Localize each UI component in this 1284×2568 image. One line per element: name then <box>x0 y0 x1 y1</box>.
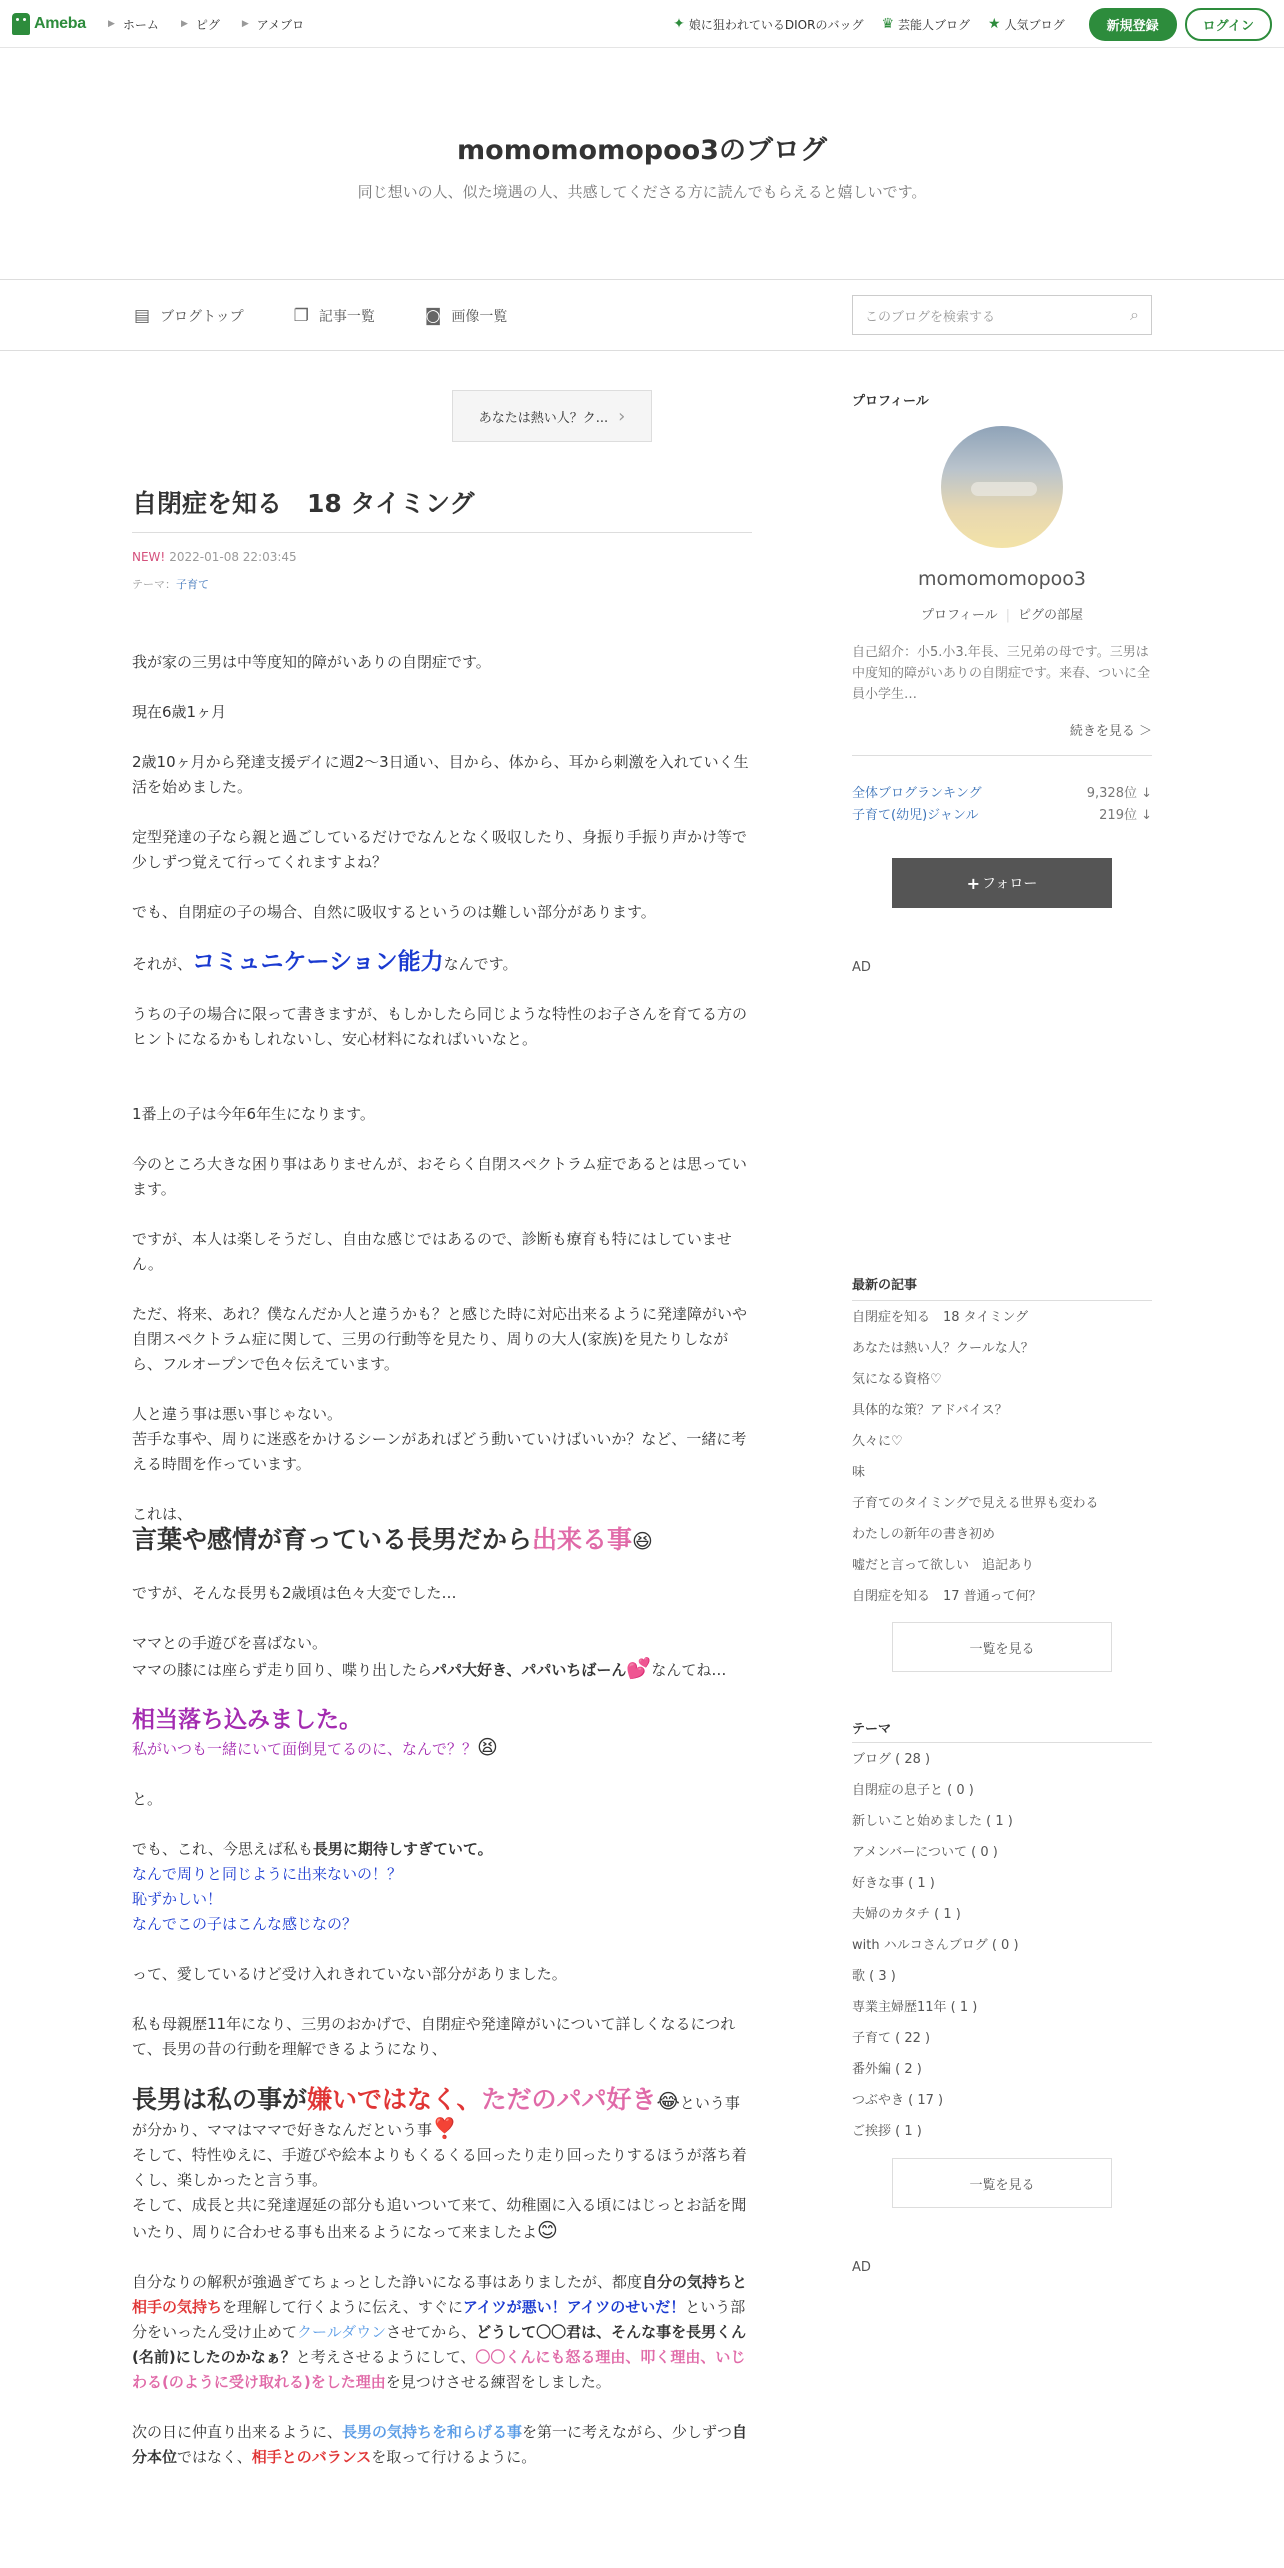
global-nav-home[interactable]: ▶ ホーム <box>108 17 159 32</box>
paragraph: 長男は私の事が嫌いではなく、ただのパパ好き😂という事が分かり、ママはママで好きなんだという事❣️ そして、特性ゆえに、手遊びや絵本よりもくるくる回ったり走り回ったりするほうが落ち着くし、楽しかったと言う事。 そして、成長と共に発達遅延の部分も追いついて来て、幼稚園に入る頃にはじっとお話を聞いたり、周りに合わせる事も出来るようになって来ましたよ😊 <box>132 2085 747 2242</box>
paragraph: 我が家の三男は中等度知的障がいありの自閉症です。 <box>132 653 491 671</box>
paragraph: 人と違う事は悪い事じゃない。 苦手な事や、周りに迷惑をかけるシーンがあればどう動いていけばいいか？など、一緒に考える時間を作っています。 <box>132 1405 747 1473</box>
blog-nav-top[interactable]: ▤ ブログトップ <box>134 306 244 326</box>
recent-item[interactable]: わたしの新年の書き初め <box>852 1527 996 1542</box>
paragraph: でも、これ、今思えば私も長男に期待しすぎていて。 なんで周りと同じように出来ないの！？ 恥ずかしい！ なんでこの子はこんな感じなの？ <box>132 1840 493 1933</box>
read-more-link[interactable]: 続きを見る ＞ <box>1069 724 1152 739</box>
global-nav-ameblo[interactable]: ▶ アメブロ <box>241 17 305 32</box>
paragraph: でも、自閉症の子の場合、自然に吸収するというのは難しい部分があります。 <box>132 903 656 921</box>
paragraph: 2歳10ヶ月から発達支援デイに週2〜3日通い、目から、体から、耳から刺激を入れていく生活を始めました。 <box>132 753 749 796</box>
theme-item[interactable]: with ハルコさんブログ ( 0 ) <box>852 1938 1019 1953</box>
search-icon[interactable]: ⌕ <box>1130 305 1139 324</box>
plus-icon: + <box>966 873 981 893</box>
prev-entry-button[interactable]: あなたは熱い人？ク... › <box>452 390 652 442</box>
theme-heading: テーマ <box>852 1722 892 1737</box>
ranking-row <box>852 804 1152 823</box>
blog-header <box>0 48 1284 280</box>
chevron-right-icon: ▶ <box>108 19 115 29</box>
divider <box>852 1300 1152 1301</box>
smile-emoji-icon: 😊 <box>537 2218 558 2242</box>
global-header-right <box>673 0 1272 48</box>
divider <box>132 532 752 533</box>
profile-links: プロフィール | ピグの部屋 <box>920 608 1084 623</box>
chevron-right-icon: ▶ <box>180 19 188 29</box>
entry-theme-link[interactable]: 子育て <box>176 578 209 591</box>
paragraph: これは、 言葉や感情が育っている長男だから出来る事😆 <box>132 1505 653 1554</box>
theme-item[interactable]: アメンバーについて ( 0 ) <box>852 1845 998 1860</box>
theme-item[interactable]: ご挨拶 ( 1 ) <box>852 2124 922 2139</box>
ranking-link[interactable]: 全体ブログランキング <box>852 786 982 801</box>
sparkle-icon: ✦ <box>673 16 685 32</box>
global-header <box>0 0 1284 48</box>
document-icon: ▤ <box>134 306 151 326</box>
recent-list <box>852 1302 1152 1612</box>
theme-item[interactable]: 新しいこと始めました ( 1 ) <box>852 1814 1013 1829</box>
theme-item[interactable]: つぶやき ( 17 ) <box>852 2093 944 2108</box>
recent-item[interactable]: あなたは熱い人？クールな人？ <box>852 1341 1034 1356</box>
profile-heading: プロフィール <box>852 394 929 409</box>
recent-item[interactable]: 自閉症を知る 18 タイミング <box>852 1310 1029 1325</box>
paragraph: 私も母親歴11年になり、三男のおかげで、自閉症や発達障がいについて詳しくなるにつれて、長男の昔の行動を理解できるようになり、 <box>132 2015 736 2058</box>
divider <box>852 755 1152 756</box>
ranking-value: 219位 ↓ <box>1099 808 1152 823</box>
grinning-emoji-icon: 😆 <box>632 1529 653 1553</box>
blog-description: 同じ想いの人、似た境遇の人、共感してくださる方に読んでもらえると嬉しいです。 <box>357 183 927 201</box>
paragraph: 次の日に仲直り出来るように、長男の気持ちを和らげる事を第一に考えながら、少しずつ自分本位ではなく、相手とのバランスを取って行けるように。 <box>132 2423 748 2466</box>
crown-icon: ♛ <box>881 16 895 32</box>
promo-link[interactable]: ✦ 娘に狙われているDIORのバッグ <box>673 16 864 32</box>
theme-item[interactable]: ブログ ( 28 ) <box>852 1752 931 1767</box>
paragraph: 現在6歳1ヶ月 <box>132 703 227 721</box>
hearts-emoji-icon: 💕 <box>626 1656 652 1680</box>
ranking-link[interactable]: 子育て(幼児)ジャンル <box>852 808 979 823</box>
recent-item[interactable]: 味 <box>852 1465 866 1480</box>
heart-exclamation-emoji-icon: ❣️ <box>432 2116 457 2140</box>
camera-icon: ◙ <box>424 306 442 326</box>
profile-bio: 自己紹介：小5.小3.年長、三兄弟の母です。三男は中度知的障がいありの自閉症です。来春、ついに全員小学生… <box>852 645 1150 702</box>
profile-link[interactable]: プロフィール <box>920 608 998 623</box>
highlight-text: コミュニケーション能力 <box>192 949 444 975</box>
chevron-right-icon: ▶ <box>241 19 249 29</box>
divider <box>852 1742 1152 1743</box>
profile-name[interactable]: momomomopoo3 <box>918 568 1086 590</box>
ad-label: AD <box>852 960 871 975</box>
paragraph: って、愛しているけど受け入れきれていない部分がありました。 <box>132 1965 567 1983</box>
pigg-room-link[interactable]: ピグの部屋 <box>1018 608 1084 623</box>
ad-label: AD <box>852 2260 871 2275</box>
entry-date: 2022-01-08 22:03:45 <box>169 550 297 564</box>
theme-item[interactable]: 子育て ( 22 ) <box>852 2031 931 2046</box>
paragraph: ただ、将来、あれ？僕なんだか人と違うかも？と感じた時に対応出来るように発達障がいや自閉スペクトラム症に関して、三男の行動等を見たり、周りの大人(家族)を見たりしながら、フルオープンで色々伝えています。 <box>132 1305 748 1373</box>
recent-item[interactable]: 具体的な策？アドバイス？ <box>852 1403 1008 1418</box>
theme-item[interactable]: 好きな事 ( 1 ) <box>852 1876 935 1891</box>
theme-item[interactable]: 番外編 ( 2 ) <box>852 2062 922 2077</box>
theme-list <box>852 1744 1152 2147</box>
login-button[interactable]: ログイン <box>1185 8 1272 41</box>
star-icon: ★ <box>988 16 1001 32</box>
blog-search-input[interactable] <box>852 295 1152 335</box>
tired-face-emoji-icon: 😫 <box>477 1735 498 1759</box>
laughing-tears-emoji-icon: 😂 <box>656 2089 680 2113</box>
theme-item[interactable]: 夫婦のカタチ ( 1 ) <box>852 1907 961 1922</box>
entry-meta <box>132 550 297 564</box>
avatar[interactable] <box>941 426 1063 548</box>
new-badge: NEW! <box>132 550 166 564</box>
follow-button[interactable]: + フォロー <box>892 858 1112 908</box>
theme-item[interactable]: 専業主婦歴11年 ( 1 ) <box>852 2000 978 2015</box>
blog-title[interactable]: momomomopoo3のブログ <box>457 135 827 166</box>
celebrity-blog-link[interactable]: ♛ 芸能人ブログ <box>881 16 971 32</box>
entry-theme: テーマ：子育て <box>132 578 209 591</box>
paragraph: 相当落ち込みました。 私がいつも一緒にいて面倒見てるのに、なんで？？😫 <box>132 1707 498 1759</box>
ranking-row <box>852 782 1152 801</box>
paragraph: と。 <box>132 1790 163 1808</box>
global-nav-pigg[interactable]: ▶ ピグ <box>180 17 220 32</box>
recent-item[interactable]: 久々に♡ <box>852 1434 903 1449</box>
ranking-value: 9,328位 ↓ <box>1086 786 1152 801</box>
theme-all-button[interactable]: 一覧を見る <box>892 2158 1112 2208</box>
blog-nav-entries[interactable]: ❐ 記事一覧 <box>293 306 375 326</box>
paragraph: ですが、そんな長男も2歳頃は色々大変でした… <box>132 1584 457 1602</box>
paragraph: 自分なりの解釈が強過ぎてちょっとした諍いになる事はありましたが、都度自分の気持ちと相手の気持ちを理解して行くように伝え、すぐにアイツが悪い！アイツのせいだ！という部分をいったん受け止めてクールダウンさせてから、どうして〇〇君は、そんな事を長男くん(名前)にしたのかなぁ？と考えさせるようにして、〇〇くんにも怒る理由、叩く理由、いじわる(のように受け取れる)をした理由を見つけさせる練習をしました。 <box>132 2273 748 2391</box>
copy-icon: ❐ <box>293 306 309 326</box>
paragraph: 1番上の子は今年6年生になります。 <box>132 1105 375 1123</box>
entry-body <box>132 650 752 2495</box>
entry-title: 自閉症を知る 18 タイミング <box>132 489 475 518</box>
paragraph: ですが、本人は楽しそうだし、自由な感じではあるので、診断も療育も特にはしていません。 <box>132 1230 732 1273</box>
recent-item[interactable]: 気になる資格♡ <box>852 1372 942 1387</box>
paragraph: それが、コミュニケーション能力なんです。 <box>132 949 518 975</box>
recent-item[interactable]: 自閉症を知る 17 普通って何？ <box>852 1589 1042 1604</box>
paragraph: 今のところ大きな困り事はありませんが、おそらく自閉スペクトラム症であるとは思っています。 <box>132 1155 747 1198</box>
recent-item[interactable]: 嘘だと言って欲しい 追記あり <box>852 1558 1035 1573</box>
global-nav <box>108 0 304 48</box>
logo-text: Ameba <box>34 15 86 32</box>
theme-item[interactable]: 歌 ( 3 ) <box>852 1969 896 1984</box>
recent-all-button[interactable]: 一覧を見る <box>892 1622 1112 1672</box>
search-placeholder: このブログを検索する <box>865 309 996 325</box>
theme-item[interactable]: 自閉症の息子と ( 0 ) <box>852 1783 974 1798</box>
recent-item[interactable]: 子育てのタイミングで見える世界も変わる <box>852 1496 1099 1511</box>
paragraph: 定型発達の子なら親と過ごしているだけでなんとなく吸収したり、身振り手振り声かけ等で少しずつ覚えて行ってくれますよね？ <box>132 828 748 871</box>
ameba-logo-icon <box>12 13 30 35</box>
popular-blog-link[interactable]: ★ 人気ブログ <box>988 16 1065 32</box>
paragraph: うちの子の場合に限って書きますが、もしかしたら同じような特性のお子さんを育てる方のヒントになるかもしれないし、安心材料になればいいなと。 <box>132 1005 748 1048</box>
blog-nav-images[interactable]: ◙ 画像一覧 <box>424 306 508 326</box>
signup-button[interactable]: 新規登録 <box>1089 8 1177 41</box>
ameba-logo[interactable] <box>12 12 86 36</box>
chevron-right-icon: › <box>618 405 626 427</box>
paragraph: ママとの手遊びを喜ばない。 ママの膝には座らず走り回り、喋り出したらパパ大好き、パパいちばーん💕なんてね… <box>132 1634 727 1680</box>
recent-heading: 最新の記事 <box>852 1278 918 1293</box>
